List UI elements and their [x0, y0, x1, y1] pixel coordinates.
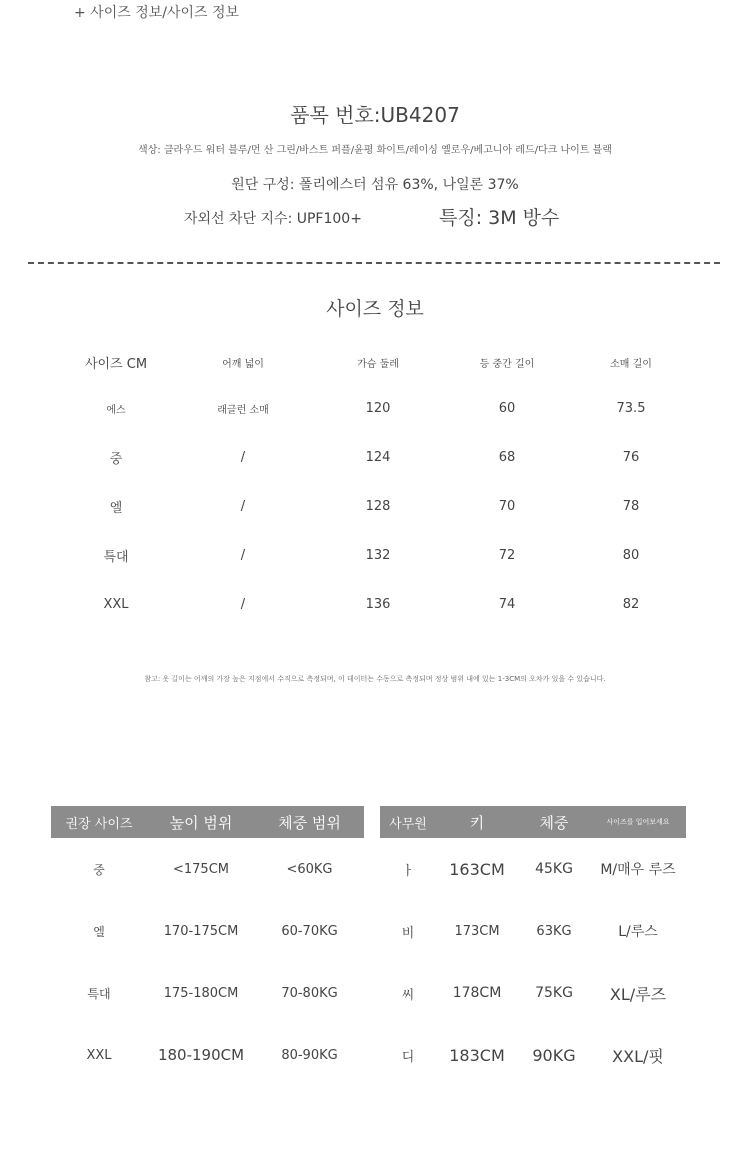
product-upf: 자외선 차단 지수: UPF100+	[184, 211, 362, 227]
table-cell: 175-180CM	[163, 985, 239, 1001]
table-row	[51, 838, 364, 900]
table-row	[60, 580, 690, 629]
size-info-heading: 사이즈 정보	[326, 298, 424, 320]
table-cell: /	[240, 597, 246, 612]
column-header: 사이즈를 입어보세요	[590, 806, 686, 838]
table-cell: <60KG	[286, 861, 333, 877]
table-cell: 76	[622, 450, 640, 465]
dashed-divider	[28, 262, 720, 264]
table-cell: XL/루즈	[609, 984, 667, 1004]
table-cell: 중	[93, 862, 105, 877]
table-cell: 엘	[109, 501, 123, 516]
column-header: 키	[436, 806, 518, 838]
table-cell: 63KG	[536, 923, 572, 939]
staff-size-table	[380, 806, 686, 1086]
product-colors: 색상: 클라우드 워터 블루/먼 산 그린/바스트 퍼플/윤평 화이트/레이싱 옐로우/베고니아 레드/다크 나이트 블랙	[138, 145, 612, 156]
table-row	[380, 838, 686, 900]
table-cell: 70	[498, 499, 516, 514]
table-row	[51, 1024, 364, 1086]
table-cell: 82	[622, 597, 640, 612]
table-cell: XXL	[86, 1047, 112, 1063]
table-cell: L/루스	[618, 924, 658, 940]
table-cell: 씨	[401, 987, 415, 1003]
table-cell: /	[240, 499, 246, 514]
table-cell: 특대	[103, 550, 129, 565]
table-cell: <175CM	[173, 861, 229, 877]
table-cell: 183CM	[449, 1045, 505, 1065]
column-header: 높이 범위	[147, 806, 255, 838]
table-cell: 163CM	[449, 859, 505, 879]
table-row	[51, 962, 364, 1024]
column-header: 권장 사이즈	[51, 806, 147, 838]
table-cell: 중	[109, 452, 123, 467]
table-row	[51, 900, 364, 962]
table-row	[60, 433, 690, 482]
table-cell: 124	[365, 450, 391, 465]
table-cell: 173CM	[454, 923, 500, 939]
recommended-size-table	[51, 806, 364, 1086]
column-header: 소매 길이	[610, 358, 652, 370]
table-cell: XXL	[103, 597, 129, 612]
table-cell: 78	[622, 499, 640, 514]
table-cell: 60-70KG	[281, 923, 338, 939]
column-header: 등 중간 길이	[479, 358, 535, 370]
staff-table-header	[380, 806, 686, 838]
column-header: 사무원	[380, 806, 436, 838]
table-cell: 80	[622, 548, 640, 563]
measurement-note: 참고: 옷 길이는 어깨의 가장 높은 지점에서 수직으로 측정되며, 이 데이터는 수동으로 측정되며 정상 범위 내에 있는 1-3CM의 오차가 있을 수 있습니다.	[144, 675, 606, 683]
column-header: 체중 범위	[255, 806, 364, 838]
table-cell: 엘	[93, 924, 105, 939]
table-row	[380, 1024, 686, 1086]
table-row	[60, 482, 690, 531]
table-cell: 75KG	[535, 985, 573, 1001]
table-cell: /	[240, 450, 246, 465]
table-cell: ㅏ	[401, 863, 415, 879]
table-cell: 178CM	[452, 985, 502, 1001]
table-cell: 136	[365, 597, 391, 612]
table-cell: 180-190CM	[157, 1046, 245, 1064]
table-cell: 73.5	[616, 401, 646, 416]
table-row	[380, 900, 686, 962]
table-cell: 68	[498, 450, 516, 465]
column-header: 사이즈 CM	[84, 356, 148, 372]
top-label: + 사이즈 정보/사이즈 정보	[74, 5, 240, 21]
product-title: 품목 번호:UB4207	[290, 103, 460, 127]
product-fabric: 원단 구성: 폴리에스터 섬유 63%, 나일론 37%	[231, 177, 519, 193]
table-cell: 60	[498, 401, 516, 416]
table-cell: 74	[498, 597, 516, 612]
table-cell: 80-90KG	[281, 1047, 338, 1063]
table-cell: 128	[365, 499, 391, 514]
table-cell: 170-175CM	[163, 923, 239, 939]
table-cell: M/매우 루즈	[600, 862, 676, 878]
table-cell: 특대	[87, 986, 111, 1001]
product-feature: 특징: 3M 방수	[439, 207, 560, 229]
table-cell: 비	[401, 925, 415, 941]
table-row	[380, 962, 686, 1024]
column-header: 어깨 넓이	[222, 358, 264, 370]
table-cell: XXL/핏	[612, 1046, 664, 1066]
table-cell: 디	[401, 1049, 415, 1065]
column-header: 가슴 둘레	[357, 358, 399, 370]
table-cell: 에스	[106, 405, 126, 416]
table-cell: 90KG	[532, 1045, 576, 1065]
table-cell: /	[240, 548, 246, 563]
table-cell: 래글런 소매	[217, 405, 269, 416]
table-cell: 72	[498, 548, 516, 563]
table-cell: 70-80KG	[281, 985, 338, 1001]
recommended-table-header	[51, 806, 364, 838]
table-cell: 120	[365, 401, 391, 416]
size-table-header	[60, 340, 690, 384]
table-row	[60, 384, 690, 433]
column-header: 체중	[518, 806, 590, 838]
table-cell: 132	[365, 548, 391, 563]
size-table	[60, 340, 690, 629]
table-cell: 45KG	[535, 861, 573, 877]
table-row	[60, 531, 690, 580]
